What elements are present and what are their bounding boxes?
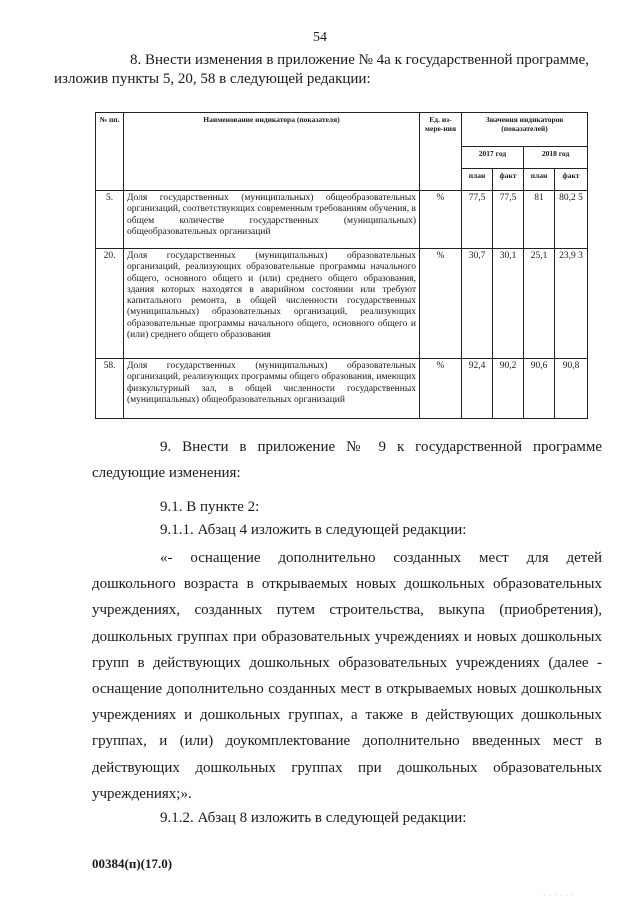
header-num: № пп. [96,113,124,191]
header-fact-2017: факт [493,169,524,191]
row-fact-2018: 90,8 [555,359,588,419]
item-8-paragraph [54,51,602,89]
item-8-line-2: изложив пункты 5, 20, 58 в следующей редакции: [54,71,371,87]
row-plan-2017: 77,5 [462,191,493,249]
row-fact-2017: 30,1 [493,249,524,359]
row-fact-2017: 77,5 [493,191,524,249]
item-9-1-1-paragraph: 9.1.1. Абзац 4 изложить в следующей редакции: [160,522,467,538]
item-8-line-1: 8. Внести изменения в приложение № 4а к государственной программе, [130,52,590,68]
header-year-2017: 2017 год [462,147,524,169]
table-row [96,249,588,359]
quoted-amendment-text: «- оснащение дополнительно созданных мест для детей дошкольного возраста в открываемых новых дошкольных образовательных учреждениях, созданных путем строительства, выкупа (приобретения), дошкольных группах при образовательных учреждениях и новых дошкольных групп в действующих дошкольных образовательных учреждениях (далее - оснащение дополнительно созданных мест в открываемых новых дошкольных учреждениях и дошкольных группах, а также в действующих дошкольных группах, и (или) доукомплектование дополнительно введенных мест в действующих дошкольных группах при дошкольных образовательных учреждениях;». [92,550,602,802]
header-values: Значения индикаторов (показателей) [462,113,588,147]
row-num: 5. [96,191,124,249]
header-fact-2018: факт [555,169,588,191]
header-plan-2017: план [462,169,493,191]
row-name: Доля государственных (муниципальных) общеобразовательных организаций, соответствующих современным требованиям обучения, в общем количестве государственных (муниципальных) общеобразовательных организаций [124,191,420,249]
item-9-1-2-paragraph: 9.1.2. Абзац 8 изложить в следующей редакции: [160,810,467,826]
row-name: Доля государственных (муниципальных) образовательных организаций, реализующих программы общего образования, имеющих физкультурный зал, в общей численности государственных (муниципальных) общеобразовательных организаций [124,359,420,419]
row-unit: % [420,191,462,249]
page-number: 54 [313,30,327,45]
document-code: 00384(п)(17.0) [92,856,173,871]
row-name: Доля государственных (муниципальных) образовательных организаций, реализующих образовательные программы начального общего, основного общего и (или) среднего общего образования, здания которых находятся в аварийном состоянии или требуют капитального ремонта, в общей численности государственных (муниципальных) образовательных организаций, реализующих образовательные программы начального общего, основного общего и (или) среднего общего образования [124,249,420,359]
row-fact-2017: 90,2 [493,359,524,419]
item-9-1-paragraph: 9.1. В пункте 2: [160,499,260,515]
header-plan-2018: план [524,169,555,191]
row-plan-2018: 90,6 [524,359,555,419]
row-unit: % [420,359,462,419]
row-fact-2018: 80,2 5 [555,191,588,249]
table-row [96,359,588,419]
header-name: Наименование индикатора (показателя) [124,113,420,191]
row-plan-2017: 30,7 [462,249,493,359]
row-num: 20. [96,249,124,359]
row-plan-2017: 92,4 [462,359,493,419]
scan-mark: · · · · · · · [538,893,574,899]
table-row [96,191,588,249]
row-plan-2018: 25,1 [524,249,555,359]
row-fact-2018: 23,9 3 [555,249,588,359]
header-unit: Ед. из-мере-ния [420,113,462,191]
item-9-paragraph: 9. Внести в приложение № 9 к государственной программе следующие изменения: [92,439,602,481]
indicators-table [95,112,588,419]
row-num: 58. [96,359,124,419]
row-plan-2018: 81 [524,191,555,249]
header-year-2018: 2018 год [524,147,588,169]
row-unit: % [420,249,462,359]
